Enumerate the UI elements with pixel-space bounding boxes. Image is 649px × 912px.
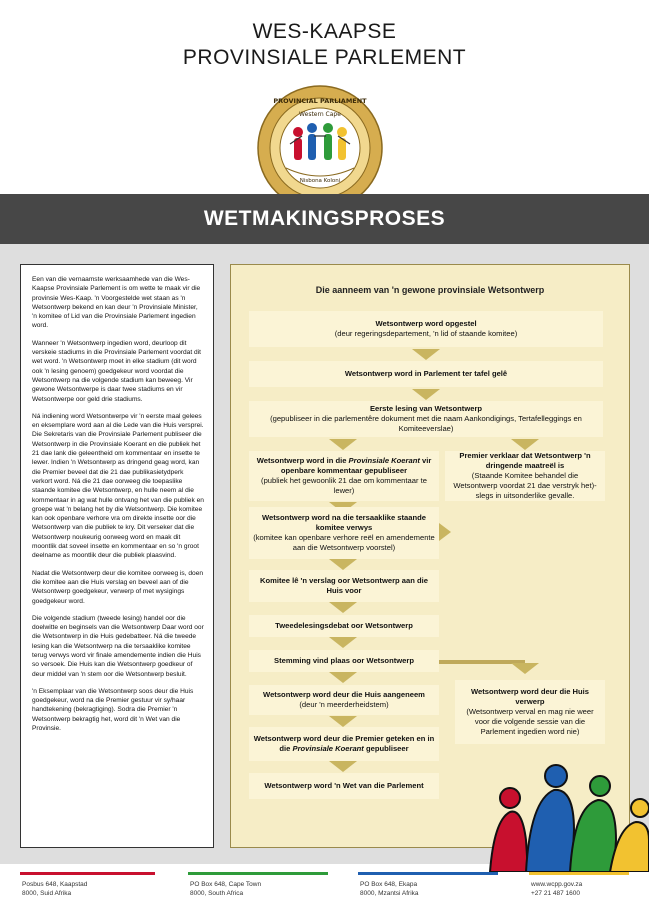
page-title: WETMAKINGSPROSES xyxy=(203,207,446,230)
paragraph: Die volgende stadium (tweede lesing) handel oor die doelwitte en beginsels van die Wetsontwerp Daar word oor die Wetsontwerp in die Huis gedebatteer. Ná die tweede lesing kan die Wetsontwerp na die tersaaklike komitee terug verwys word vir finale amendemente indien die Huis so versoek. Die Huis kan die Wetsontwerp goedkeur of deur middel van 'n stem oor die Wetsontwerp besluit. xyxy=(32,614,204,678)
people-figures-graphic xyxy=(470,760,649,872)
step-note: (deur 'n meerderheidstem) xyxy=(299,700,389,709)
step-note: (komitee kan openbare verhore reël en amendemente aan die Wetsontwerp voorstel) xyxy=(253,533,435,552)
step-heading: Wetsontwerp word deur die Huis verwerp xyxy=(471,687,589,706)
footer-address-afrikaans xyxy=(22,880,87,898)
footer-line-red xyxy=(20,872,155,875)
step-note: (Staande Komitee behandel die Wetsontwerp voordat 21 dae verstryk het)-slegs in uitsonderlike gevalle. xyxy=(453,471,597,500)
down-arrow xyxy=(329,637,357,648)
footer-line: PO Box 648, Ekapa xyxy=(360,881,418,888)
paragraph: 'n Eksemplaar van die Wetsontwerp soos deur die Huis goedgekeur, word na die Premier gestuur vir sy/haar handtekening (bekragtiging). Sodra die Premier 'n Wetsontwerp bekragtig het, word dit 'n Wet van die Provinsie. xyxy=(32,687,194,733)
right-arrow xyxy=(439,523,451,541)
step-heading-part: Wetsontwerp word deur die Premier geteken en in die xyxy=(253,734,435,753)
down-arrow xyxy=(412,389,440,400)
footer-address-english xyxy=(190,880,261,898)
step-adopted xyxy=(249,685,439,715)
paragraph: Wanneer 'n Wetsontwerp ingedien word, deurloop dit verskeie stadiums in die Provinsiale Parlement voordat dit wet word. 'n Wetsontwerp moet in elke stadium (dit word ook 'n lesing genoem) goedgekeur word voordat die Wetsontwerp na die volgende stadium kan beweeg. Vir gewone Wetsontwerpe is daar twee stadiums en vir Wetsontwerpe oor geld drie stadiums. xyxy=(32,339,201,403)
down-arrow xyxy=(329,559,357,570)
step-heading: Wetsontwerp word na die tersaaklike staande komitee verwys xyxy=(261,513,427,532)
step-heading-part: vir openbare kommentaar gepubliseer xyxy=(280,456,432,475)
down-arrow xyxy=(329,672,357,683)
svg-text:PROVINCIAL PARLIAMENT: PROVINCIAL PARLIAMENT xyxy=(273,97,367,105)
footer-address-xhosa xyxy=(360,880,419,898)
footer-line: 8000, Suid Afrika xyxy=(22,890,72,897)
down-arrow xyxy=(412,349,440,360)
step-heading-part: Wetsontwerp word in die xyxy=(256,456,349,465)
step-becomes-act xyxy=(249,773,439,799)
down-arrow xyxy=(329,439,357,450)
paragraph: Ná indiening word Wetsontwerpe vir 'n eerste maal gelees en eksemplare word aan al die Lede van die Huis versprei. Die Sekretaris van die Provinsiale Parlement publiseer die Wetsontwerp in die Provinsiale Koerant en die publiek het 21 dae lank die geleentheid om kommentaar en insette te lewer. Indien 'n Wetsontwerp as dringend geag word, kan die Premier beveel dat die 21 dae publikasietydperk verkort word. Ná die 21 dae oorweeg die toepaslike staande komitee die Wetsontwerp, en hulle neem al die kommentaar in ag wat hulle ontvang het van die publiek en groepe wat 'n belang het by die Wetsontwerp. Die komitee kan ook openbare verhore vra om direkte insette oor die Wetsontwerp van die publiek te kry. Dit verseker dat die Wetsontwerp noukeurig oorweeg word en maak dit moontlik dat soveel insette en kommentaar en so 'n groot deelname as moontlik deur die publiek plaasvind. xyxy=(32,412,204,560)
footer-website-link[interactable]: www.wcpp.gov.za xyxy=(531,881,583,888)
step-heading-part: gepubliseer xyxy=(363,744,409,753)
step-vote xyxy=(249,650,439,672)
step-tabled xyxy=(249,361,603,387)
flowchart-title: Die aanneem van 'n gewone provinsiale Wetsontwerp xyxy=(315,285,545,295)
paragraph: Nadat die Wetsontwerp deur die komitee oorweeg is, doen die komitee aan die Huis verslag en beveel aan of die Wetsontwerp goedgekeur, verwerp of met wysigings goedgekeur word. xyxy=(32,569,204,605)
step-heading-emphasis: Provinsiale Koerant xyxy=(348,456,420,465)
footer-line-green xyxy=(188,872,328,875)
down-arrow xyxy=(329,716,357,727)
footer-color-lines xyxy=(0,872,649,875)
footer-contact xyxy=(531,880,582,898)
step-heading: Eerste lesing van Wetsontwerp xyxy=(369,404,483,413)
step-heading: Wetsontwerp word deur die Huis aangeneem xyxy=(263,690,425,699)
step-heading: Stemming vind plaas oor Wetsontwerp xyxy=(274,656,414,665)
step-note: (deur regeringsdepartement, 'n lid of staande komitee) xyxy=(334,329,518,338)
step-gazette-publication xyxy=(249,451,439,501)
step-rejected xyxy=(455,680,605,744)
step-committee-referral xyxy=(249,507,439,559)
parliament-seal-logo xyxy=(256,84,384,212)
step-committee-report xyxy=(249,570,439,602)
step-second-reading xyxy=(249,615,439,637)
header-line-2: PROVINSIALE PARLEMENT xyxy=(182,46,467,69)
footer-line-blue xyxy=(358,872,498,875)
down-arrow xyxy=(511,439,539,450)
step-heading xyxy=(253,456,435,476)
step-heading: Wetsontwerp word 'n Wet van die Parlement xyxy=(264,781,424,790)
paragraph: Een van die vernaamste werksaamhede van die Wes-Kaapse Provinsiale Parlement is om wette te maak vir die provinsie Wes-Kaap. 'n Voorgestelde wet staan as 'n Wetsontwerp bekend en kan deur 'n Provinsiale Minister, 'n komitee of Lid van die Provinsiale Parlement ingedien word. xyxy=(32,276,201,330)
step-note: (gepubliseer in die parlementêre dokument met die naam Aankondigings, Tertafelleggings en Komiteeverslae) xyxy=(270,414,582,433)
step-first-reading xyxy=(249,401,603,437)
footer-line: Posbus 648, Kaapstad xyxy=(22,881,88,888)
step-heading: Komitee lê 'n verslag oor Wetsontwerp aan die Huis voor xyxy=(260,576,428,595)
down-arrow xyxy=(329,602,357,613)
step-urgent-measure xyxy=(445,451,605,501)
step-heading: Tweedelesingsdebat oor Wetsontwerp xyxy=(275,621,413,630)
footer-line-yellow xyxy=(529,872,629,875)
step-heading-emphasis: Provinsiale Koerant xyxy=(292,744,364,753)
footer-line: PO Box 648, Cape Town xyxy=(190,881,262,888)
down-arrow xyxy=(511,663,539,674)
footer-line: 8000, Mzantsi Afrika xyxy=(360,890,419,897)
step-heading: Wetsontwerp word in Parlement ter tafel gelê xyxy=(344,369,508,378)
step-bill-drafted xyxy=(249,311,603,347)
step-premier-signs xyxy=(249,727,439,761)
text-panel xyxy=(20,264,214,848)
step-heading: Premier verklaar dat Wetsontwerp 'n dringende maatreël is xyxy=(459,451,591,470)
step-note: (Wetsontwerp verval en mag nie weer voor die volgende sessie van die Parlement ingedien word nie) xyxy=(466,707,594,736)
footer-phone: +27 21 487 1600 xyxy=(531,890,580,897)
down-arrow xyxy=(329,761,357,772)
step-note: (publiek het gewoonlik 21 dae om kommentaar te lewer) xyxy=(261,476,427,495)
step-heading: Wetsontwerp word opgestel xyxy=(375,319,477,328)
header-line-1: WES-KAAPSE xyxy=(252,20,397,43)
step-heading xyxy=(253,734,435,754)
svg-text:Western Cape: Western Cape xyxy=(299,111,341,118)
footer-line: 8000, South Africa xyxy=(190,890,244,897)
svg-text:Nisbona Koloni: Nisbona Koloni xyxy=(299,178,341,184)
